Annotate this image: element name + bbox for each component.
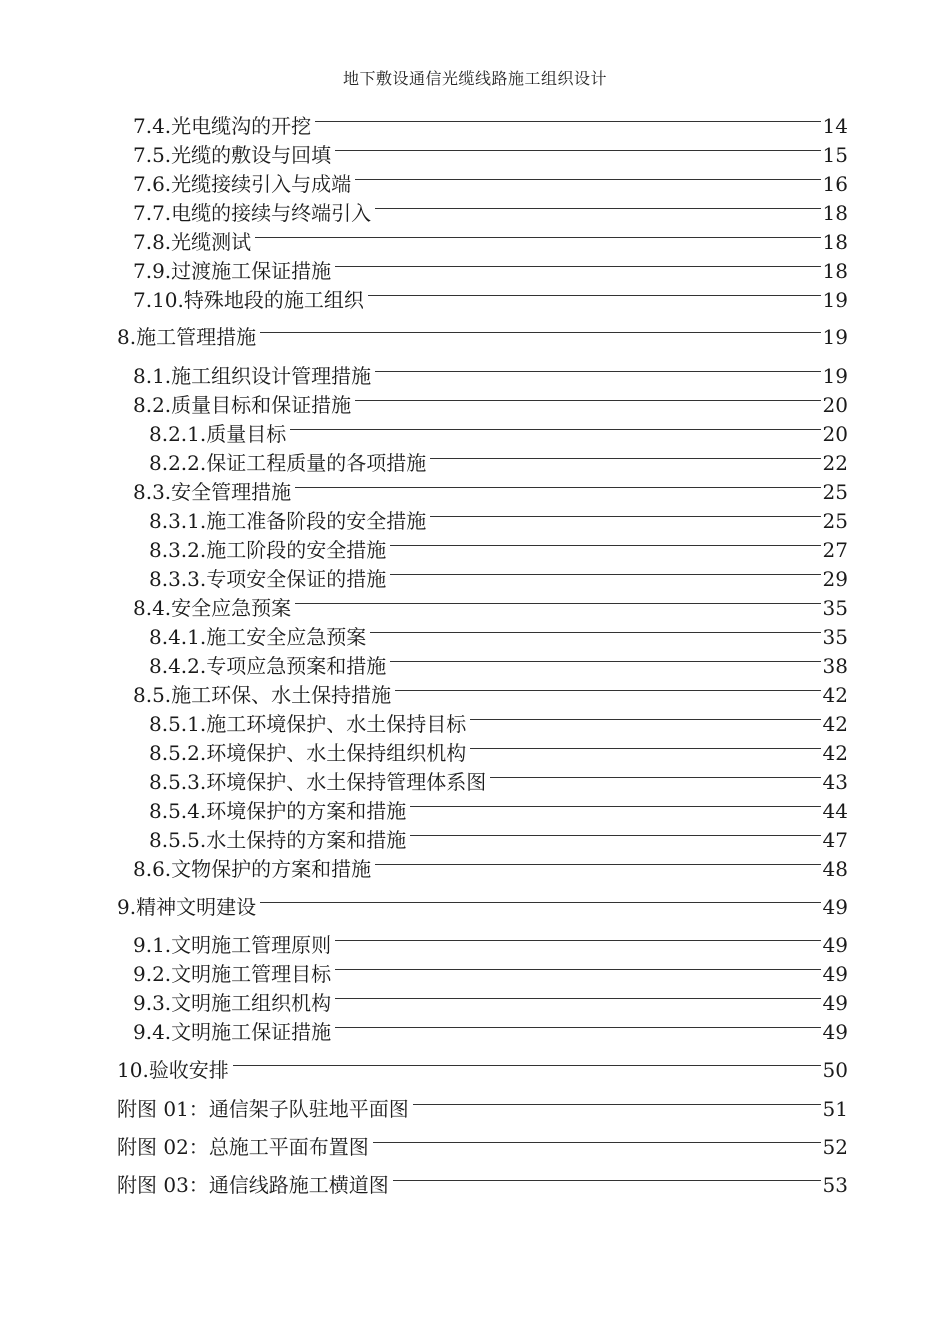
toc-entry-page: 51 <box>822 1097 848 1121</box>
toc-leader-line <box>375 355 820 383</box>
toc-entry-page: 48 <box>822 857 848 881</box>
toc-entry-title: 通信架子队驻地平面图 <box>208 1097 409 1121</box>
toc-entry-number: 8.5. <box>133 683 172 707</box>
toc-leader-line <box>410 790 820 818</box>
toc-entry[interactable] <box>149 413 848 446</box>
toc-entry-title: 保证工程质量的各项措施 <box>206 451 427 475</box>
toc-leader-line <box>375 848 820 876</box>
toc-entry[interactable] <box>133 674 848 707</box>
toc-leader-line <box>335 134 820 162</box>
toc-entry-title: 精神文明建设 <box>136 895 257 919</box>
toc-entry-title: 通信线路施工横道图 <box>208 1173 389 1197</box>
toc-entry[interactable] <box>133 192 848 225</box>
toc-entry[interactable] <box>117 1049 848 1082</box>
toc-entry-number: 10. <box>117 1058 149 1082</box>
toc-leader-line <box>355 384 820 412</box>
toc-entry-title: 施工组织设计管理措施 <box>171 364 372 388</box>
toc-entry-page: 14 <box>822 114 848 138</box>
toc-entry-title: 文明施工管理目标 <box>171 962 332 986</box>
toc-entry-page: 27 <box>822 538 848 562</box>
toc-entry-page: 50 <box>822 1058 848 1082</box>
toc-entry-page: 18 <box>822 259 848 283</box>
toc-entry-title: 验收安排 <box>148 1058 229 1082</box>
toc-entry-title: 质量目标 <box>206 422 287 446</box>
toc-entry[interactable] <box>133 134 848 167</box>
toc-entry-title: 水土保持的方案和措施 <box>206 828 407 852</box>
toc-entry-number: 8.6. <box>133 857 172 881</box>
toc-entry-page: 43 <box>822 770 848 794</box>
toc-entry-number: 7.5. <box>133 143 172 167</box>
toc-entry-number: 7.4. <box>133 114 172 138</box>
toc-entry-number: 8.5.3. <box>149 770 207 794</box>
toc-leader-line <box>393 1164 821 1192</box>
toc-leader-line <box>295 471 820 499</box>
toc-leader-line <box>295 587 820 615</box>
toc-entry-number: 8.5.4. <box>149 799 207 823</box>
toc-entry-page: 16 <box>822 172 848 196</box>
toc-leader-line <box>413 1088 821 1116</box>
toc-entry-number: 9.4. <box>133 1020 172 1044</box>
toc-entry-title: 文物保护的方案和措施 <box>171 857 372 881</box>
toc-entry-number: 8.3.3. <box>149 567 207 591</box>
toc-entry-page: 42 <box>822 683 848 707</box>
toc-entry-number: 9.3. <box>133 991 172 1015</box>
toc-entry-number: 8.2.1. <box>149 422 207 446</box>
toc-leader-line <box>335 953 820 981</box>
toc-entry-number: 8.2. <box>133 393 172 417</box>
toc-entry-page: 19 <box>822 325 848 349</box>
toc-entry-number: 8.5.2. <box>149 741 207 765</box>
toc-entry-number: 7.9. <box>133 259 172 283</box>
toc-leader-line <box>335 1011 820 1039</box>
toc-entry-title: 特殊地段的施工组织 <box>183 288 364 312</box>
toc-entry-page: 25 <box>822 509 848 533</box>
toc-entry[interactable] <box>149 819 848 852</box>
toc-entry[interactable] <box>133 924 848 957</box>
toc-entry-page: 44 <box>822 799 848 823</box>
toc-entry[interactable] <box>149 500 848 533</box>
page-header: 地下敷设通信光缆线路施工组织设计 <box>342 69 607 88</box>
toc-leader-line <box>355 163 820 191</box>
toc-entry-title: 光缆接续引入与成端 <box>171 172 352 196</box>
toc-entry-number: 附图 02： <box>117 1135 209 1159</box>
toc-entry-page: 29 <box>822 567 848 591</box>
toc-entry[interactable] <box>133 982 848 1015</box>
toc-leader-line <box>390 529 820 557</box>
toc-leader-line <box>368 279 821 307</box>
toc-entry-title: 施工环保、水土保持措施 <box>171 683 392 707</box>
toc-entry-page: 15 <box>822 143 848 167</box>
toc-entry[interactable] <box>149 703 848 736</box>
toc-entry-page: 49 <box>822 933 848 957</box>
toc-entry-title: 文明施工组织机构 <box>171 991 332 1015</box>
toc-leader-line <box>390 645 820 673</box>
toc-entry[interactable] <box>149 529 848 562</box>
toc-leader-line <box>395 674 820 702</box>
toc-leader-line <box>255 221 820 249</box>
toc-entry-page: 47 <box>822 828 848 852</box>
toc-leader-line <box>430 442 820 470</box>
toc-leader-line <box>260 886 820 914</box>
toc-entry[interactable] <box>149 558 848 591</box>
toc-entry-number: 8.2.2. <box>149 451 207 475</box>
toc-entry[interactable] <box>133 1011 848 1044</box>
toc-entry-page: 18 <box>822 230 848 254</box>
toc-entry[interactable] <box>117 1164 848 1197</box>
toc-entry[interactable] <box>117 316 848 349</box>
toc-entry-title: 过渡施工保证措施 <box>171 259 332 283</box>
toc-entry-number: 7.8. <box>133 230 172 254</box>
toc-entry-page: 42 <box>822 712 848 736</box>
toc-entry-page: 49 <box>822 1020 848 1044</box>
toc-entry-page: 20 <box>822 393 848 417</box>
toc-entry-number: 8.4.2. <box>149 654 207 678</box>
toc-entry[interactable] <box>149 732 848 765</box>
toc-entry[interactable] <box>133 279 848 312</box>
toc-entry-title: 专项应急预案和措施 <box>206 654 387 678</box>
toc-entry-page: 20 <box>822 422 848 446</box>
toc-entry-page: 22 <box>822 451 848 475</box>
toc-entry-page: 49 <box>822 962 848 986</box>
toc-entry-page: 49 <box>822 991 848 1015</box>
toc-leader-line <box>410 819 820 847</box>
toc-entry[interactable] <box>117 886 848 919</box>
toc-leader-line <box>370 616 820 644</box>
toc-entry[interactable] <box>133 848 848 881</box>
toc-entry-number: 附图 03： <box>117 1173 209 1197</box>
toc-leader-line <box>290 413 820 441</box>
toc-entry[interactable] <box>117 1126 848 1159</box>
toc-entry[interactable] <box>133 221 848 254</box>
toc-entry-title: 环境保护、水土保持管理体系图 <box>206 770 487 794</box>
toc-entry-title: 施工准备阶段的安全措施 <box>206 509 427 533</box>
toc-entry-number: 9.1. <box>133 933 172 957</box>
toc-entry-title: 文明施工管理原则 <box>171 933 332 957</box>
toc-entry-page: 35 <box>822 625 848 649</box>
toc-entry-number: 8.3.2. <box>149 538 207 562</box>
toc-entry-page: 53 <box>822 1173 848 1197</box>
toc-leader-line <box>470 732 820 760</box>
toc-leader-line <box>375 192 820 220</box>
toc-leader-line <box>490 761 820 789</box>
toc-entry-page: 19 <box>822 288 848 312</box>
toc-leader-line <box>470 703 820 731</box>
toc-entry-number: 9. <box>117 895 137 919</box>
toc-entry-page: 35 <box>822 596 848 620</box>
toc-entry[interactable] <box>133 953 848 986</box>
toc-entry[interactable] <box>133 355 848 388</box>
toc-entry-title: 专项安全保证的措施 <box>206 567 387 591</box>
toc-entry-page: 42 <box>822 741 848 765</box>
toc-entry-title: 施工环境保护、水土保持目标 <box>206 712 467 736</box>
toc-entry-number: 8.4.1. <box>149 625 207 649</box>
toc-entry-page: 18 <box>822 201 848 225</box>
toc-entry-page: 52 <box>822 1135 848 1159</box>
toc-entry-title: 施工管理措施 <box>136 325 257 349</box>
toc-entry[interactable] <box>149 616 848 649</box>
toc-entry-title: 环境保护、水土保持组织机构 <box>206 741 467 765</box>
toc-entry-number: 9.2. <box>133 962 172 986</box>
toc-entry-title: 安全应急预案 <box>171 596 292 620</box>
toc-entry-page: 19 <box>822 364 848 388</box>
toc-leader-line <box>335 982 820 1010</box>
toc-entry-title: 光电缆沟的开挖 <box>171 114 312 138</box>
toc-entry[interactable] <box>149 645 848 678</box>
toc-entry-title: 安全管理措施 <box>171 480 292 504</box>
toc-entry-page: 25 <box>822 480 848 504</box>
toc-entry-number: 8.3. <box>133 480 172 504</box>
toc-leader-line <box>335 924 820 952</box>
toc-entry-title: 电缆的接续与终端引入 <box>171 201 372 225</box>
toc-entry-title: 光缆的敷设与回填 <box>171 143 332 167</box>
toc-leader-line <box>390 558 820 586</box>
toc-entry-title: 文明施工保证措施 <box>171 1020 332 1044</box>
toc-entry[interactable] <box>133 105 848 138</box>
toc-entry-number: 附图 01： <box>117 1097 209 1121</box>
toc-entry-title: 环境保护的方案和措施 <box>206 799 407 823</box>
toc-entry-number: 8. <box>117 325 137 349</box>
toc-entry[interactable] <box>133 384 848 417</box>
toc-leader-line <box>335 250 820 278</box>
toc-entry-title: 光缆测试 <box>171 230 252 254</box>
toc-entry-number: 8.5.1. <box>149 712 207 736</box>
toc-entry-number: 8.3.1. <box>149 509 207 533</box>
toc-leader-line <box>373 1126 821 1154</box>
toc-leader-line <box>430 500 820 528</box>
toc-leader-line <box>233 1049 821 1077</box>
toc-leader-line <box>260 316 820 344</box>
toc-entry-number: 7.10. <box>133 288 184 312</box>
toc-entry-page: 49 <box>822 895 848 919</box>
toc-entry-number: 8.5.5. <box>149 828 207 852</box>
toc-entry-number: 7.7. <box>133 201 172 225</box>
toc-entry-number: 8.4. <box>133 596 172 620</box>
toc-entry-number: 8.1. <box>133 364 172 388</box>
toc-entry[interactable] <box>133 471 848 504</box>
toc-entry[interactable] <box>133 163 848 196</box>
toc-entry-title: 质量目标和保证措施 <box>171 393 352 417</box>
toc-entry-title: 施工安全应急预案 <box>206 625 367 649</box>
toc-entry[interactable] <box>133 250 848 283</box>
toc-entry-number: 7.6. <box>133 172 172 196</box>
toc-entry[interactable] <box>149 761 848 794</box>
toc-entry[interactable] <box>149 790 848 823</box>
toc-entry[interactable] <box>149 442 848 475</box>
toc-leader-line <box>315 105 820 133</box>
toc-entry-title: 总施工平面布置图 <box>208 1135 369 1159</box>
toc-entry[interactable] <box>133 587 848 620</box>
toc-entry[interactable] <box>117 1088 848 1121</box>
toc-entry-page: 38 <box>822 654 848 678</box>
toc-entry-title: 施工阶段的安全措施 <box>206 538 387 562</box>
